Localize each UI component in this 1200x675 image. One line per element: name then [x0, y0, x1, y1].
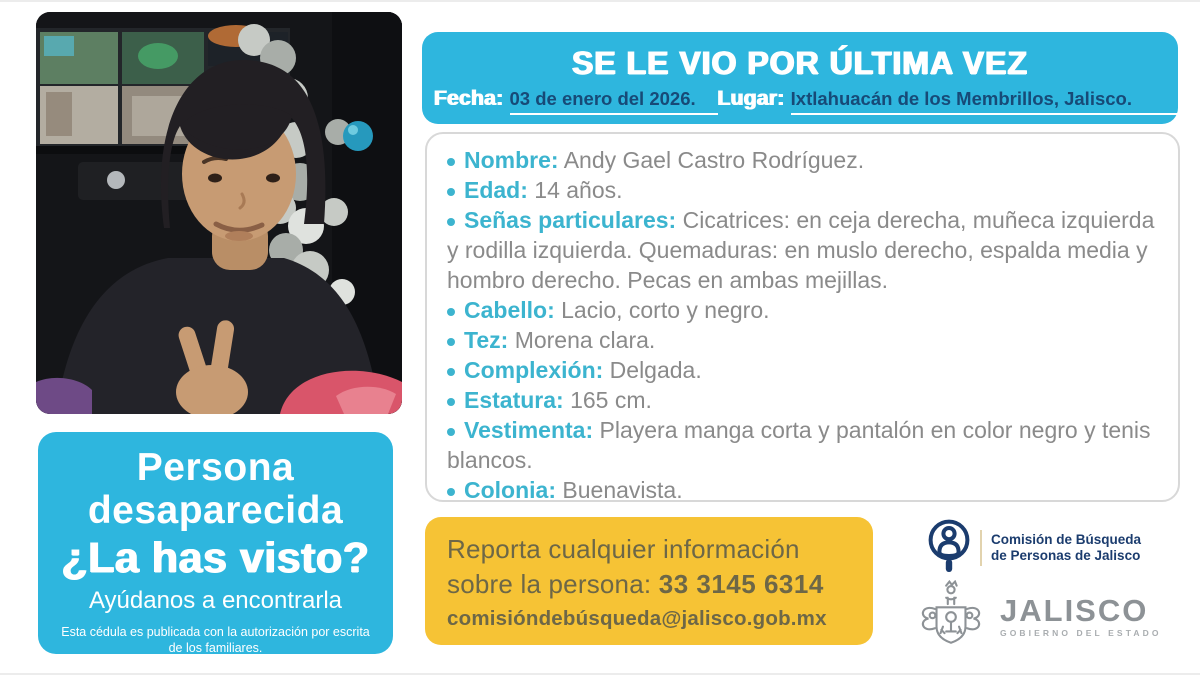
- banner-disclaimer: Esta cédula es publicada con la autorización por escrita de los familiares.: [61, 625, 370, 655]
- banner-title-line1: Persona: [136, 446, 295, 489]
- logo-divider: [980, 530, 982, 566]
- tree-ornament: [343, 121, 373, 151]
- bullet-icon: [447, 428, 455, 436]
- last-seen-header: [422, 32, 1178, 124]
- report-line2: sobre la persona: 33 3145 6314: [447, 569, 824, 599]
- report-email: comisióndebúsqueda@jalisco.gob.mx: [447, 607, 827, 630]
- jalisco-wordmark: JALISCO: [1000, 593, 1149, 628]
- jalisco-logo-text: [1000, 595, 1162, 639]
- report-phone-number: 33 3145 6314: [658, 569, 824, 599]
- bullet-icon: [447, 398, 455, 406]
- bullet-icon: [447, 158, 455, 166]
- detail-item-nombre: Nombre: Andy Gael Castro Rodríguez.: [447, 145, 1156, 175]
- missing-person-photo: [36, 12, 402, 414]
- banner-subtitle: Ayúdanos a encontrarla: [88, 587, 343, 614]
- detail-item-tez: Tez: Morena clara.: [447, 325, 1156, 355]
- bullet-icon: [447, 368, 455, 376]
- last-seen-meta-row: [434, 87, 1168, 115]
- bullet-icon: [447, 188, 455, 196]
- photo-illustration: [36, 12, 402, 414]
- detail-item-edad: Edad: 14 años.: [447, 175, 1156, 205]
- bullet-icon: [447, 218, 455, 226]
- bullet-icon: [447, 488, 455, 496]
- report-line1: Reporta cualquier información: [447, 534, 800, 564]
- jalisco-coat-of-arms-icon: [912, 580, 990, 654]
- lugar-value: Ixtlahuacán de los Membrillos, Jalisco.: [791, 88, 1183, 115]
- jalisco-subtitle: GOBIERNO DEL ESTADO: [1000, 628, 1162, 638]
- report-info-box: [425, 517, 873, 645]
- fecha-label: Fecha:: [434, 87, 504, 110]
- fecha-value: 03 de enero del 2026.: [510, 88, 718, 115]
- detail-item-vestimenta: Vestimenta: Playera manga corta y pantalón en color negro y tenis blancos.: [447, 417, 1151, 473]
- person-details-box: [425, 132, 1180, 502]
- detail-item-estatura: Estatura: 165 cm.: [447, 385, 1156, 415]
- person-search-icon: [925, 517, 973, 579]
- detail-item-cabello: Cabello: Lacio, corto y negro.: [447, 295, 1156, 325]
- missing-person-banner: [38, 432, 393, 654]
- banner-question: ¿La has visto?: [61, 534, 370, 582]
- bullet-icon: [447, 338, 455, 346]
- jalisco-gobierno-logo: [912, 580, 1162, 654]
- detail-item-colonia: Colonia: Buenavista.: [447, 475, 1156, 505]
- comision-busqueda-logo: [925, 517, 1141, 579]
- lugar-group: [718, 87, 1183, 115]
- detail-item-complexion: Complexión: Delgada.: [447, 355, 1156, 385]
- banner-title-line2: desaparecida: [87, 489, 344, 532]
- lugar-label: Lugar:: [717, 87, 785, 110]
- bullet-icon: [447, 308, 455, 316]
- last-seen-title: SE LE VIO POR ÚLTIMA VEZ: [571, 45, 1029, 81]
- detail-item-senas: Señas particulares: Cicatrices: en ceja derecha, muñeca izquierda y rodilla izquierda. Quemaduras: en muslo derecho, espalda media y hombro derecho. Pecas en ambas mejillas.: [447, 207, 1155, 293]
- comision-logo-text: Comisión de Búsqueda de Personas de Jalisco: [991, 532, 1142, 563]
